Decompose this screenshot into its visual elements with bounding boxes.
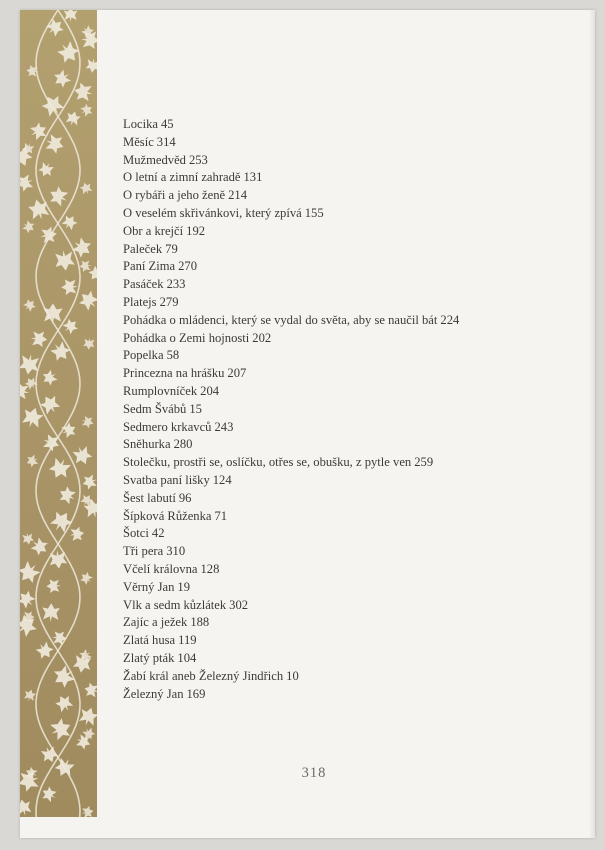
entry-title: Zajíc a ježek bbox=[123, 615, 188, 630]
entry-page-number: 131 bbox=[243, 170, 263, 185]
entry-page-number: 19 bbox=[177, 579, 191, 594]
index-entry bbox=[123, 223, 459, 241]
entry-page-number: 45 bbox=[160, 117, 174, 131]
entry-title: Pohádka o mládenci, který se vydal do světa, aby se naučil bát bbox=[123, 312, 438, 327]
entry-page-number: 10 bbox=[286, 668, 299, 683]
entry-title: Pasáček bbox=[123, 277, 164, 292]
entry-page-number: 155 bbox=[304, 205, 324, 220]
entry-title: O letní a zimní zahradě bbox=[123, 170, 241, 185]
entry-page-number: 15 bbox=[189, 401, 202, 416]
index-entry bbox=[123, 508, 459, 526]
index-entry bbox=[123, 241, 459, 259]
index-entry bbox=[123, 668, 459, 686]
index-list bbox=[123, 116, 459, 703]
entry-title: Obr a krejčí bbox=[123, 223, 184, 238]
entry-page-number: 96 bbox=[178, 490, 192, 505]
entry-title: Sedm Švábů bbox=[123, 401, 187, 416]
entry-title: Šest labutí bbox=[123, 490, 176, 505]
page-edge bbox=[589, 10, 595, 838]
entry-page-number: 124 bbox=[212, 472, 232, 487]
index-entry bbox=[123, 383, 459, 401]
entry-title: Šotci bbox=[123, 526, 149, 541]
entry-page-number: 253 bbox=[188, 152, 208, 167]
entry-page-number: 233 bbox=[166, 277, 186, 292]
index-entry bbox=[123, 294, 459, 312]
index-entry bbox=[123, 454, 459, 472]
index-entry bbox=[123, 579, 459, 597]
entry-page-number: 207 bbox=[227, 366, 247, 381]
index-entry bbox=[123, 632, 459, 650]
index-entry bbox=[123, 650, 459, 668]
index-entry bbox=[123, 205, 459, 223]
entry-page-number: 79 bbox=[165, 241, 178, 256]
entry-title: Železný Jan bbox=[123, 686, 184, 701]
index-entry bbox=[123, 312, 459, 330]
entry-title: Tři pera bbox=[123, 544, 164, 559]
entry-page-number: 270 bbox=[178, 259, 198, 274]
entry-title: Zlatý pták bbox=[123, 650, 175, 665]
entry-page-number: 71 bbox=[214, 508, 228, 523]
index-entry bbox=[123, 614, 459, 632]
entry-page-number: 259 bbox=[414, 455, 434, 470]
index-entry bbox=[123, 543, 459, 561]
index-entry bbox=[123, 525, 459, 543]
index-entry bbox=[123, 419, 459, 437]
book-page bbox=[20, 10, 595, 838]
entry-title: Zlatá husa bbox=[123, 633, 176, 648]
entry-page-number: 214 bbox=[228, 188, 247, 203]
entry-title: Paní Zima bbox=[123, 259, 176, 274]
entry-title: Sedmero krkavců bbox=[123, 419, 212, 434]
index-entry bbox=[123, 597, 459, 615]
entry-title: O veselém skřivánkovi, který zpívá bbox=[123, 205, 302, 220]
entry-title: Měsíc bbox=[123, 134, 154, 149]
entry-page-number: 243 bbox=[214, 419, 234, 434]
index-entry bbox=[123, 472, 459, 490]
entry-title: Mužmedvěd bbox=[123, 152, 186, 167]
index-entry bbox=[123, 134, 459, 152]
entry-page-number: 224 bbox=[440, 312, 460, 327]
entry-title: Stolečku, prostři se, oslíčku, otřes se, obušku, z pytle ven bbox=[123, 455, 412, 470]
entry-title: Popelka bbox=[123, 348, 164, 363]
index-entry bbox=[123, 187, 459, 205]
entry-title: O rybáři a jeho ženě bbox=[123, 188, 226, 203]
entry-title: Vlk a sedm kůzlátek bbox=[123, 597, 227, 612]
entry-title: Rumplovníček bbox=[123, 383, 198, 398]
entry-page-number: 279 bbox=[159, 294, 179, 309]
entry-page-number: 169 bbox=[186, 686, 206, 701]
index-entry bbox=[123, 686, 459, 704]
entry-title: Včelí královna bbox=[123, 561, 198, 576]
entry-page-number: 314 bbox=[156, 134, 176, 149]
entry-page-number: 58 bbox=[166, 348, 180, 363]
entry-page-number: 302 bbox=[229, 597, 249, 612]
entry-title: Věrný Jan bbox=[123, 579, 175, 594]
entry-page-number: 202 bbox=[252, 330, 272, 345]
entry-page-number: 192 bbox=[186, 223, 206, 238]
entry-title: Pohádka o Zemi hojnosti bbox=[123, 330, 250, 345]
ivy-ornament-band bbox=[20, 10, 97, 817]
entry-page-number: 119 bbox=[178, 633, 197, 648]
entry-page-number: 42 bbox=[151, 526, 165, 541]
index-entry bbox=[123, 276, 459, 294]
index-entry bbox=[123, 401, 459, 419]
index-entry bbox=[123, 330, 459, 348]
entry-page-number: 188 bbox=[190, 615, 210, 630]
entry-title: Locika bbox=[123, 117, 158, 131]
entry-title: Žabí král aneb Železný Jindřich bbox=[123, 668, 284, 683]
entry-page-number: 128 bbox=[200, 561, 220, 576]
index-entry bbox=[123, 490, 459, 508]
ivy-leaf-pattern bbox=[20, 10, 97, 817]
index-entry bbox=[123, 365, 459, 383]
entry-title: Šípková Růženka bbox=[123, 508, 212, 523]
index-entry bbox=[123, 347, 459, 365]
index-entry bbox=[123, 561, 459, 579]
index-entry bbox=[123, 152, 459, 170]
entry-title: Princezna na hrášku bbox=[123, 366, 225, 381]
entry-page-number: 104 bbox=[177, 650, 197, 665]
entry-page-number: 280 bbox=[173, 437, 193, 452]
index-entry bbox=[123, 436, 459, 454]
index-entry bbox=[123, 258, 459, 276]
entry-page-number: 204 bbox=[200, 383, 220, 398]
entry-title: Sněhurka bbox=[123, 437, 171, 452]
index-entry bbox=[123, 169, 459, 187]
entry-title: Platejs bbox=[123, 294, 157, 309]
entry-page-number: 310 bbox=[166, 544, 186, 559]
page-number: 318 bbox=[301, 765, 327, 781]
entry-title: Svatba paní lišky bbox=[123, 472, 210, 487]
index-entry bbox=[123, 116, 459, 134]
entry-title: Paleček bbox=[123, 241, 163, 256]
